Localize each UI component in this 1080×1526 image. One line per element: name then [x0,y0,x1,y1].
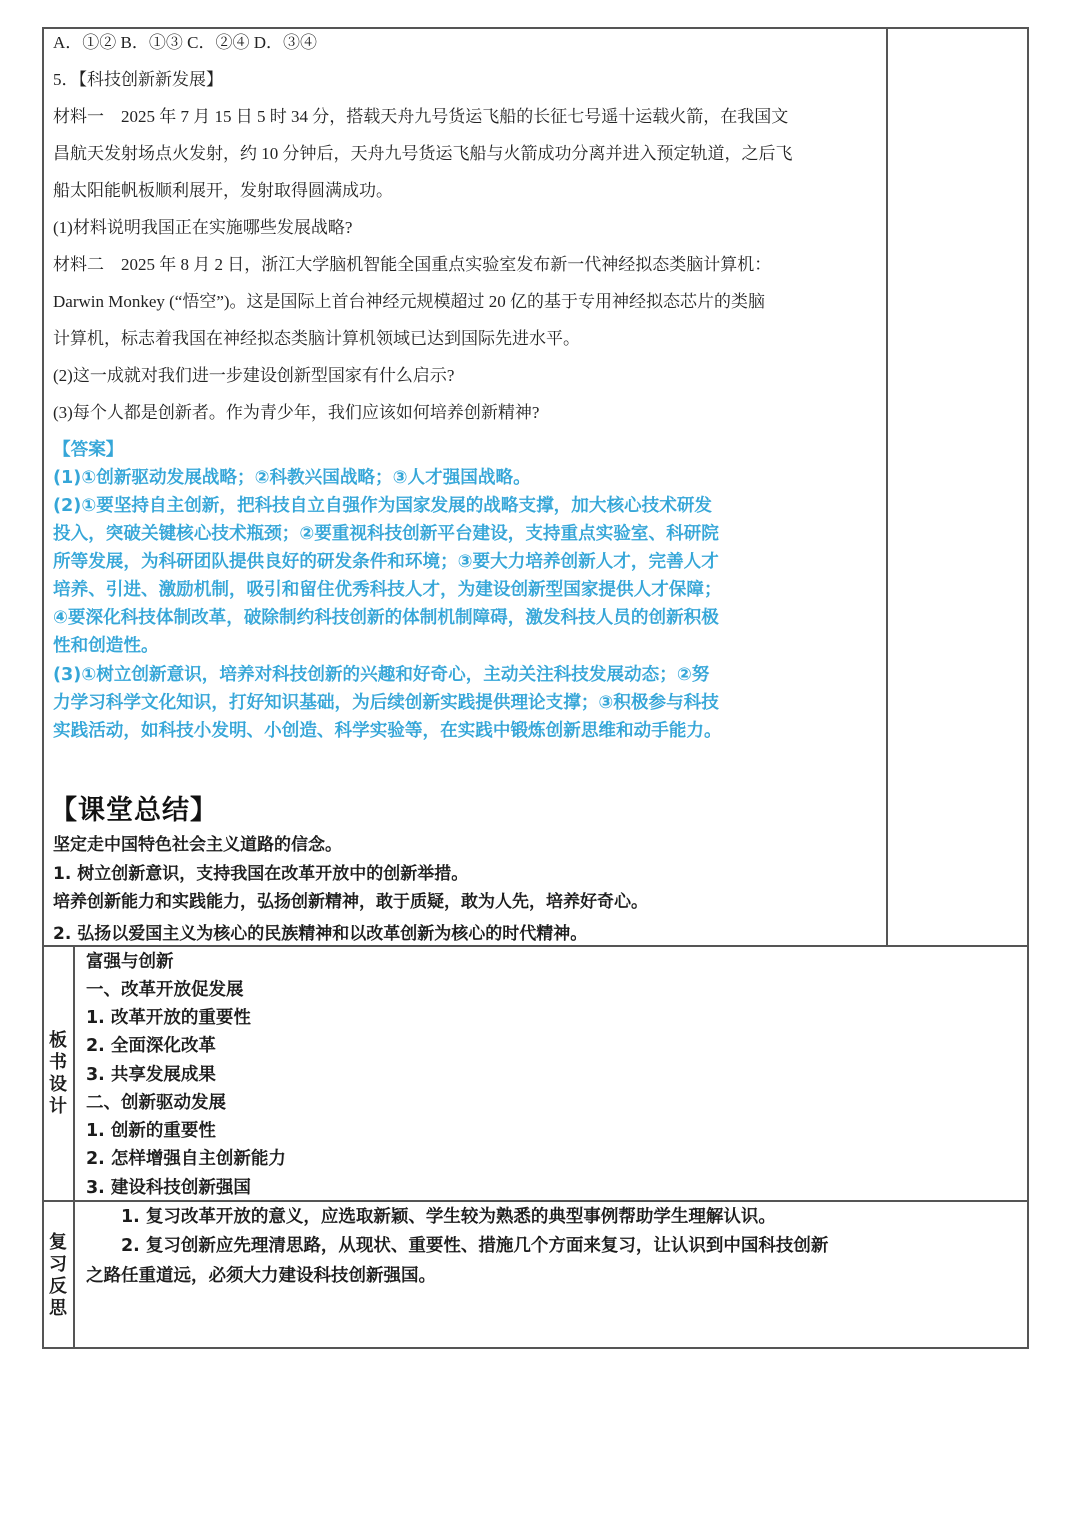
review-label: 复习反思 [49,1232,67,1319]
summary-line-2: 1. 树立创新意识，支持我国在改革开放中的创新举措。 [53,864,469,884]
answer-line-2: (2)①要坚持自主创新，把科技自立自强作为国家发展的战略支撑，加大核心技术研发 [53,496,713,516]
material-1-line-1: 材料一 2025 年 7 月 15 日 5 时 34 分，搭载天舟九号货运飞船的长征七号遥十运载火箭，在我国文 [53,107,789,126]
material-2-line-1: 材料二 2025 年 8 月 2 日，浙江大学脑机智能全国重点实验室发布新一代神经拟态类脑计算机： [53,255,772,274]
question-1: (1)材料说明我国正在实施哪些发展战略? [53,218,353,237]
question-3: (3)每个人都是创新者。作为青少年，我们应该如何培养创新精神? [53,403,540,422]
review-line-3: 之路任重道远，必须大力建设科技创新强国。 [86,1266,436,1286]
board-line-9: 3. 建设科技创新强国 [86,1178,251,1198]
material-2-line-3: 计算机，标志着我国在神经拟态类脑计算机领域已达到国际先进水平。 [53,329,580,348]
board-line-1: 富强与创新 [86,952,174,972]
board-line-5: 3. 共享发展成果 [86,1065,216,1085]
summary-title: 【课堂总结】 [50,795,218,826]
summary-line-4: 2. 弘扬以爱国主义为核心的民族精神和以改革创新为核心的时代精神。 [53,924,588,944]
answer-line-10: 实践活动，如科技小发明、小创造、科学实验等，在实践中锻炼创新思维和动手能力。 [53,721,722,741]
column-divider-right [886,27,888,946]
question-5-title: 5．【科技创新新发展】 [53,70,223,89]
answer-line-6: ④要深化科技体制改革，破除制约科技创新的体制机制障碍，激发科技人员的创新积极 [53,608,719,628]
board-line-2: 一、改革开放促发展 [86,980,244,1000]
board-line-3: 1. 改革开放的重要性 [86,1008,251,1028]
board-line-4: 2. 全面深化改革 [86,1036,216,1056]
row-divider-board [42,945,1029,947]
question-2: (2)这一成就对我们进一步建设创新型国家有什么启示? [53,366,455,385]
answer-line-3: 投入，突破关键核心技术瓶颈；②要重视科技创新平台建设，支持重点实验室、科研院 [53,524,719,544]
board-design-label: 板书设计 [49,1030,67,1117]
board-line-6: 二、创新驱动发展 [86,1093,226,1113]
summary-line-3: 培养创新能力和实践能力，弘扬创新精神，敢于质疑，敢为人先，培养好奇心。 [53,892,648,912]
table-border-right [1027,27,1029,1349]
answer-line-9: 力学习科学文化知识，打好知识基础，为后续创新实践提供理论支撑；③积极参与科技 [53,693,719,713]
answer-line-7: 性和创造性。 [53,636,159,656]
material-1-line-2: 昌航天发射场点火发射，约 10 分钟后，天舟九号货运飞船与火箭成功分离并进入预定轨道，之后飞 [53,144,793,163]
answer-line-5: 培养、引进、激励机制，吸引和留住优秀科技人才，为建设创新型国家提供人才保障； [53,580,722,600]
label-column-divider [73,945,75,1348]
board-line-8: 2. 怎样增强自主创新能力 [86,1149,286,1169]
answer-line-1: (1)①创新驱动发展战略；②科教兴国战略；③人才强国战略。 [53,468,531,488]
review-line-2: 2. 复习创新应先理清思路，从现状、重要性、措施几个方面来复习，让认识到中国科技创新 [86,1236,829,1256]
material-2-line-2: Darwin Monkey (“悟空”)。这是国际上首台神经元规模超过 20 亿的基于专用神经拟态芯片的类脑 [53,292,766,311]
row-divider-review [42,1200,1029,1202]
table-border-bottom [42,1347,1029,1349]
table-border-left [42,27,44,1349]
answer-line-8: (3)①树立创新意识，培养对科技创新的兴趣和好奇心，主动关注科技发展动态；②努 [53,665,710,685]
board-line-7: 1. 创新的重要性 [86,1121,216,1141]
summary-line-1: 坚定走中国特色社会主义道路的信念。 [53,835,342,855]
review-line-1: 1. 复习改革开放的意义，应选取新颖、学生较为熟悉的典型事例帮助学生理解认识。 [86,1207,776,1227]
answer-line-4: 所等发展，为科研团队提供良好的研发条件和环境；③要大力培养创新人才，完善人才 [53,552,719,572]
answer-label: 【答案】 [53,440,124,460]
material-1-line-3: 船太阳能帆板顺利展开，发射取得圆满成功。 [53,181,393,200]
options-line: A．①② B．①③ C．②④ D．③④ [53,33,317,52]
